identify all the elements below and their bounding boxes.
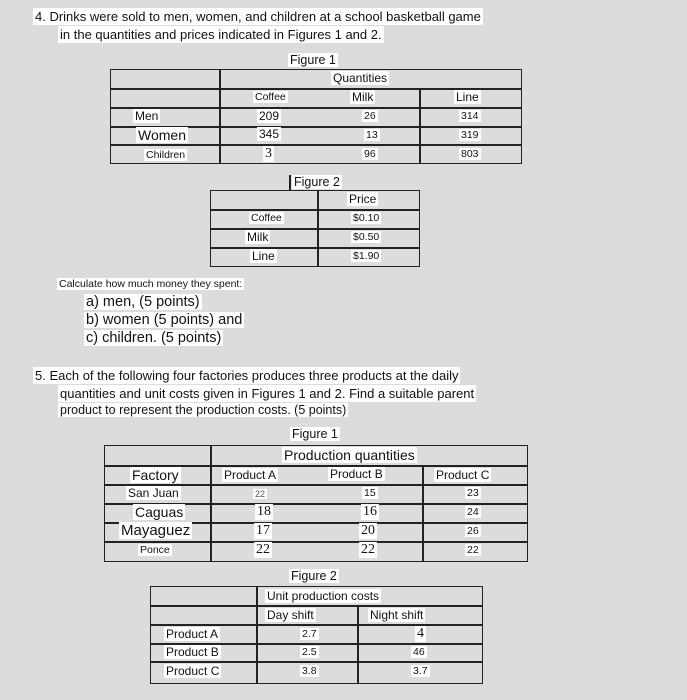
p4-cell-men-line: 314 [461, 110, 479, 122]
p5-cell-sanjuan-b: 15 [364, 487, 376, 499]
p5-fig2-cell-c-day: 3.8 [302, 665, 317, 677]
p5-cell-mayaguez-c: 26 [467, 525, 479, 537]
p4-cell-men-milk: 26 [364, 110, 376, 122]
p4-part-b: b) women (5 points) and [86, 312, 243, 328]
p4-row-label-children: Children [146, 149, 186, 161]
p5-fig1-col-product-c: Product C [436, 468, 490, 482]
p5-fig2-col-night-shift: Night shift [370, 608, 424, 622]
p4-fig2-price-coffee: $0.10 [353, 212, 380, 224]
problem5-line1: 5. Each of the following four factories produces three products at the daily [35, 368, 459, 383]
p4-fig2-row-coffee: Coffee [251, 212, 282, 224]
p5-cell-caguas-c: 24 [467, 506, 479, 518]
p4-fig2-price-line: $1.90 [353, 250, 380, 262]
p4-part-c: c) children. (5 points) [86, 330, 222, 346]
p5-fig1-caption: Figure 1 [292, 427, 338, 441]
p4-fig2-header-price: Price [349, 192, 377, 206]
p4-fig1-col-milk: Milk [352, 90, 374, 104]
p5-cell-mayaguez-b: 20 [361, 523, 375, 538]
p4-fig2-row-milk: Milk [247, 230, 269, 244]
p5-fig1-group-header: Production quantities [284, 447, 415, 463]
p5-row-label-mayaguez: Mayaguez [121, 522, 191, 539]
p4-part-a: a) men, (5 points) [86, 294, 200, 310]
p5-fig2-cell-a-day: 2.7 [302, 628, 317, 640]
p5-cell-caguas-a: 18 [257, 504, 271, 519]
p5-fig2-cell-a-night: 4 [417, 626, 424, 641]
p4-row-label-women: Women [138, 127, 186, 143]
problem4-line1: 4. Drinks were sold to men, women, and children at a school basketball game [35, 9, 481, 24]
p5-cell-ponce-a: 22 [256, 542, 270, 557]
p5-row-label-caguas: Caguas [135, 504, 184, 520]
p4-fig1-col-coffee: Coffee [255, 91, 286, 103]
p4-fig1-caption: Figure 1 [290, 53, 336, 67]
problem4-line2: in the quantities and prices indicated in Figures 1 and 2. [60, 27, 382, 42]
p5-cell-sanjuan-a: 22 [255, 489, 266, 499]
p4-cell-men-coffee: 209 [259, 109, 280, 123]
p5-fig2-row-product-b: Product B [166, 645, 219, 659]
p4-cell-children-line: 803 [461, 148, 479, 160]
p5-row-label-ponce: Ponce [140, 544, 170, 556]
p4-fig2-row-line: Line [252, 249, 275, 263]
text-cursor [289, 175, 291, 190]
p4-cell-children-milk: 96 [364, 148, 376, 160]
p4-fig2-price-milk: $0.50 [353, 231, 380, 243]
p5-fig2-cell-b-night: 46 [413, 646, 425, 658]
p5-cell-ponce-c: 22 [467, 544, 479, 556]
p5-cell-caguas-b: 16 [363, 504, 377, 519]
p4-cell-women-milk: 13 [366, 129, 378, 141]
p5-fig1-corner-factory: Factory [132, 467, 179, 483]
p4-cell-women-line: 319 [461, 129, 479, 141]
p5-fig2-cell-c-night: 3.7 [413, 665, 428, 677]
p4-fig1-group-header: Quantities [333, 71, 388, 85]
problem5-line2: quantities and unit costs given in Figures 1 and 2. Find a suitable parent [60, 386, 475, 401]
p5-row-label-san-juan: San Juan [128, 486, 179, 500]
p5-fig2-caption: Figure 2 [291, 569, 337, 583]
p5-fig2-row-product-a: Product A [166, 627, 219, 641]
p5-fig2-col-day-shift: Day shift [267, 608, 314, 622]
p4-fig1-col-line: Line [456, 90, 479, 104]
p5-fig1-col-product-a: Product A [224, 468, 277, 482]
p5-cell-mayaguez-a: 17 [256, 523, 270, 538]
p4-fig2-caption: Figure 2 [294, 175, 340, 189]
p5-fig2-row-product-c: Product C [166, 664, 220, 678]
p4-prompt: Calculate how much money they spent: [59, 278, 243, 290]
p5-fig2-group-header: Unit production costs [267, 589, 380, 603]
p4-row-label-men: Men [135, 109, 159, 123]
p5-fig1-col-product-b: Product B [330, 467, 383, 481]
p5-fig2-cell-b-day: 2.5 [302, 646, 317, 658]
p5-cell-ponce-b: 22 [361, 542, 375, 557]
p4-cell-children-coffee: 3 [265, 146, 272, 161]
p4-cell-women-coffee: 345 [259, 127, 280, 141]
p5-cell-sanjuan-c: 23 [467, 487, 479, 499]
problem5-line3: product to represent the production costs. (5 points) [60, 403, 347, 417]
